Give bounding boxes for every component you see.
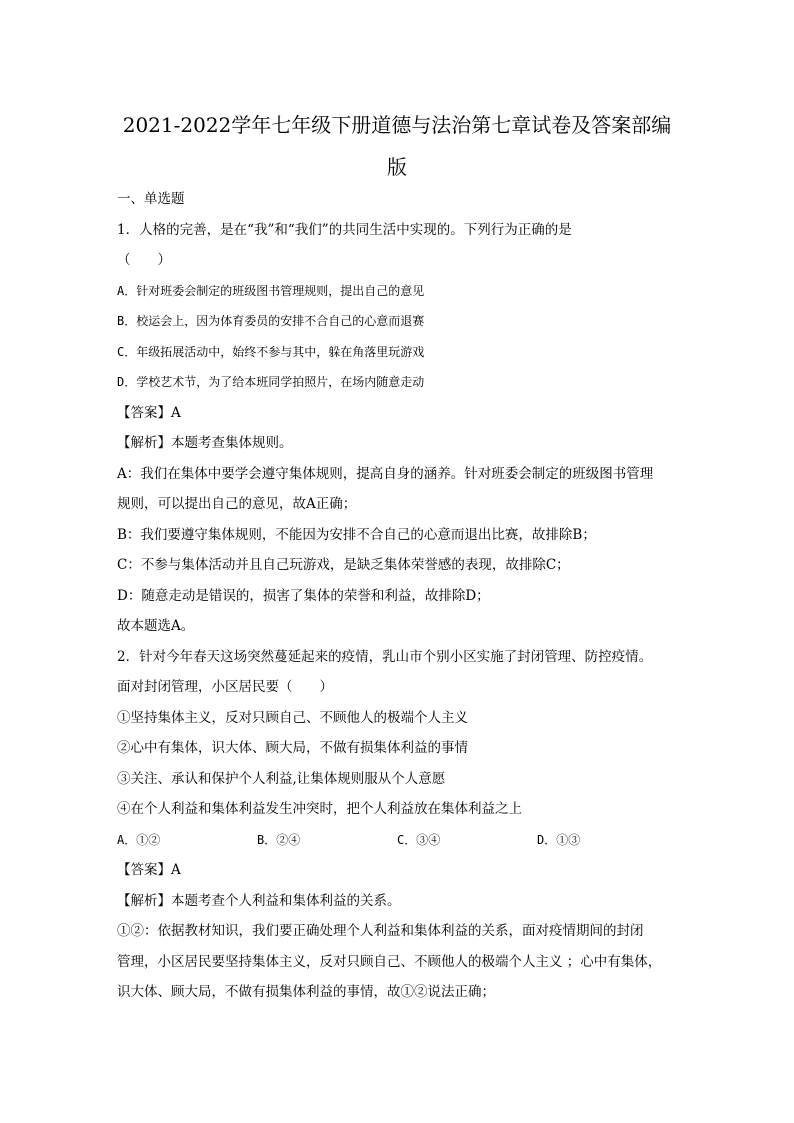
question-1-stem: 1．人格的完善，是在“我”和“我们”的共同生活中实现的。下列行为正确的是	[117, 221, 572, 238]
question-2-item: ①坚持集体主义，反对只顾自己、不顾他人的极端个人主义	[117, 709, 468, 726]
document-title: 2021-2022学年七年级下册道德与法治第七章试卷及答案部编版	[122, 113, 672, 179]
question-1-analysis-title: 【解析】本题考查集体规则。	[117, 435, 293, 451]
question-1-answer: 【答案】A	[117, 404, 181, 421]
question-1-analysis-line: 规则，可以提出自己的意见，故A正确；	[117, 496, 357, 512]
question-1-analysis-line: B：我们要遵守集体规则，不能因为安排不合自己的心意而退出比赛，故排除B；	[117, 526, 596, 543]
question-1-option-a: A．针对班委会制定的班级图书管理规则，提出自己的意见	[117, 283, 425, 298]
question-2-analysis-line: ①②：依据教材知识，我们要正确处理个人利益和集体利益的关系，面对疫情期间的封闭	[117, 923, 644, 939]
question-2-option-b: B．②④	[257, 832, 301, 847]
question-1-option-b: B．校运会上，因为体育委员的安排不合自己的心意而退赛	[117, 314, 425, 328]
question-2-item: ②心中有集体，识大体、顾大局，不做有损集体利益的事情	[117, 740, 468, 756]
question-2-option-c: C．③④	[397, 832, 441, 847]
section-heading: 一、单选题	[117, 191, 185, 207]
question-2-analysis-line: 识大体、顾大局，不做有损集体利益的事情，故①②说法正确；	[117, 984, 495, 1000]
question-1-analysis-line: A：我们在集体中要学会遵守集体规则，提高自身的涵养。针对班委会制定的班级图书管理	[117, 465, 654, 482]
question-2-analysis-line: 管理，小区居民要坚持集体主义，反对只顾自己、不顾他人的极端个人主义 ；心中有集体，	[117, 953, 662, 970]
question-2-item: ④在个人利益和集体利益发生冲突时，把个人利益放在集体利益之上	[117, 801, 522, 817]
question-2-stem: 2．针对今年春天这场突然蔓延起来的疫情，乳山市个别小区实施了封闭管理、防控疫情。	[117, 648, 653, 665]
question-1-option-d: D．学校艺术节，为了给本班同学拍照片，在场内随意走动	[117, 375, 425, 389]
question-1-conclusion: 故本题选A。	[117, 618, 195, 634]
question-2-analysis-title: 【解析】本题考查个人利益和集体利益的关系。	[117, 892, 401, 909]
question-2-stem-continued: 面对封闭管理，小区居民要（ ）	[117, 679, 333, 695]
question-2-option-d: D．①③	[537, 832, 581, 847]
question-1-blank: （ ）	[117, 252, 171, 268]
question-2-options	[117, 825, 692, 856]
document-body	[117, 184, 692, 1008]
question-1-analysis-line: C：不参与集体活动并且自己玩游戏，是缺乏集体荣誉感的表现，故排除C；	[117, 557, 570, 573]
question-2-option-a: A．①②	[117, 832, 161, 847]
question-2-answer: 【答案】A	[117, 862, 181, 878]
question-2-item: ③关注、承认和保护个人利益,让集体规则服从个人意愿	[117, 770, 446, 787]
question-1-option-c: C．年级拓展活动中，始终不参与其中，躲在角落里玩游戏	[117, 344, 425, 359]
question-1-analysis-line: D：随意走动是错误的，损害了集体的荣誉和利益，故排除D；	[117, 587, 490, 604]
